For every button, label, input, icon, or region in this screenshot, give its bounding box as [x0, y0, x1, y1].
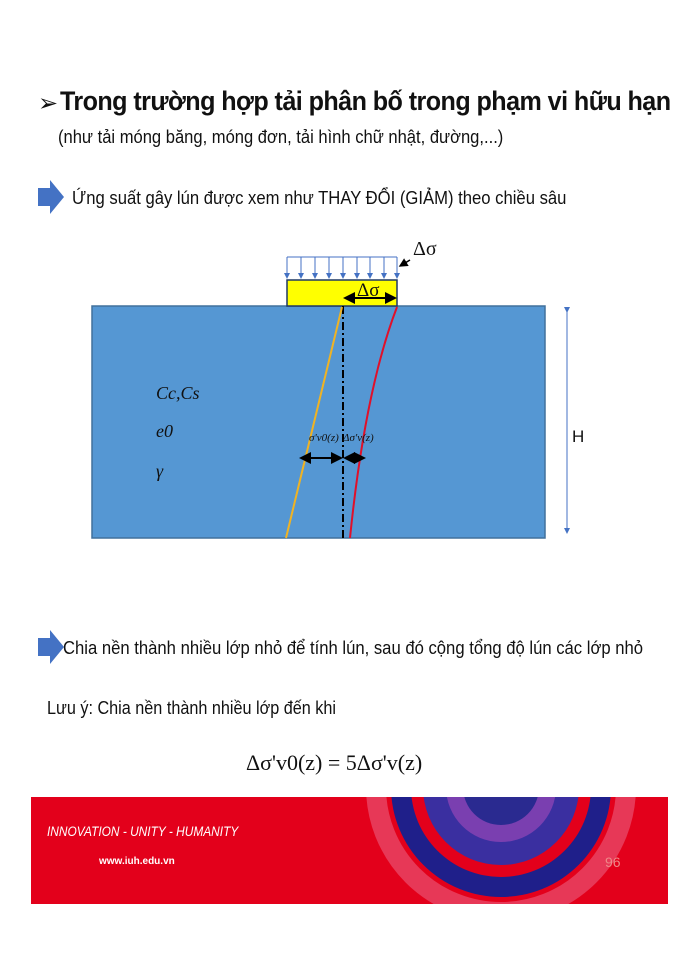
footing	[287, 280, 397, 306]
bullet-divide-layers: Chia nền thành nhiều lớp nhỏ để tính lún, sau đó cộng tổng độ lún các lớp nhỏ	[63, 637, 644, 658]
cc-cs-label: Cc,Cs	[156, 383, 200, 403]
footing-stress-label: Δσ	[357, 280, 380, 301]
load-label: Δσ	[413, 238, 437, 260]
decorative-pattern	[361, 797, 661, 904]
note-text: Lưu ý: Chia nền thành nhiều lớp đến khi	[47, 698, 336, 718]
footer-url: www.iuh.edu.vn	[99, 856, 175, 867]
slide-subtitle: (như tải móng băng, móng đơn, tải hình chữ nhật, đường,...)	[58, 127, 504, 147]
e0-label: e0	[156, 421, 173, 441]
height-label: H	[572, 427, 585, 446]
gamma-label: γ	[156, 461, 164, 481]
slide-title: Trong trường hợp tải phân bố trong phạm vi hữu hạn	[60, 86, 671, 116]
footer-motto: INNOVATION - UNITY - HUMANITY	[47, 823, 239, 839]
distributed-load-arrows	[287, 257, 397, 278]
page-number: 96	[605, 854, 621, 870]
delta-sigma-v-label: Δσ'v(z)	[343, 432, 374, 444]
formula: Δσ'v0(z) = 5Δσ'v(z)	[246, 750, 423, 775]
bullet-stress-change: Ứng suất gây lún được xem như THAY ĐỔI (GIẢM) theo chiều sâu	[72, 187, 567, 208]
footer-banner	[31, 797, 668, 904]
block-arrow-icon	[36, 628, 66, 668]
sigma-v0-label: σ'v0(z)	[309, 432, 339, 444]
arrow-bullet-icon: ➢	[38, 90, 59, 117]
